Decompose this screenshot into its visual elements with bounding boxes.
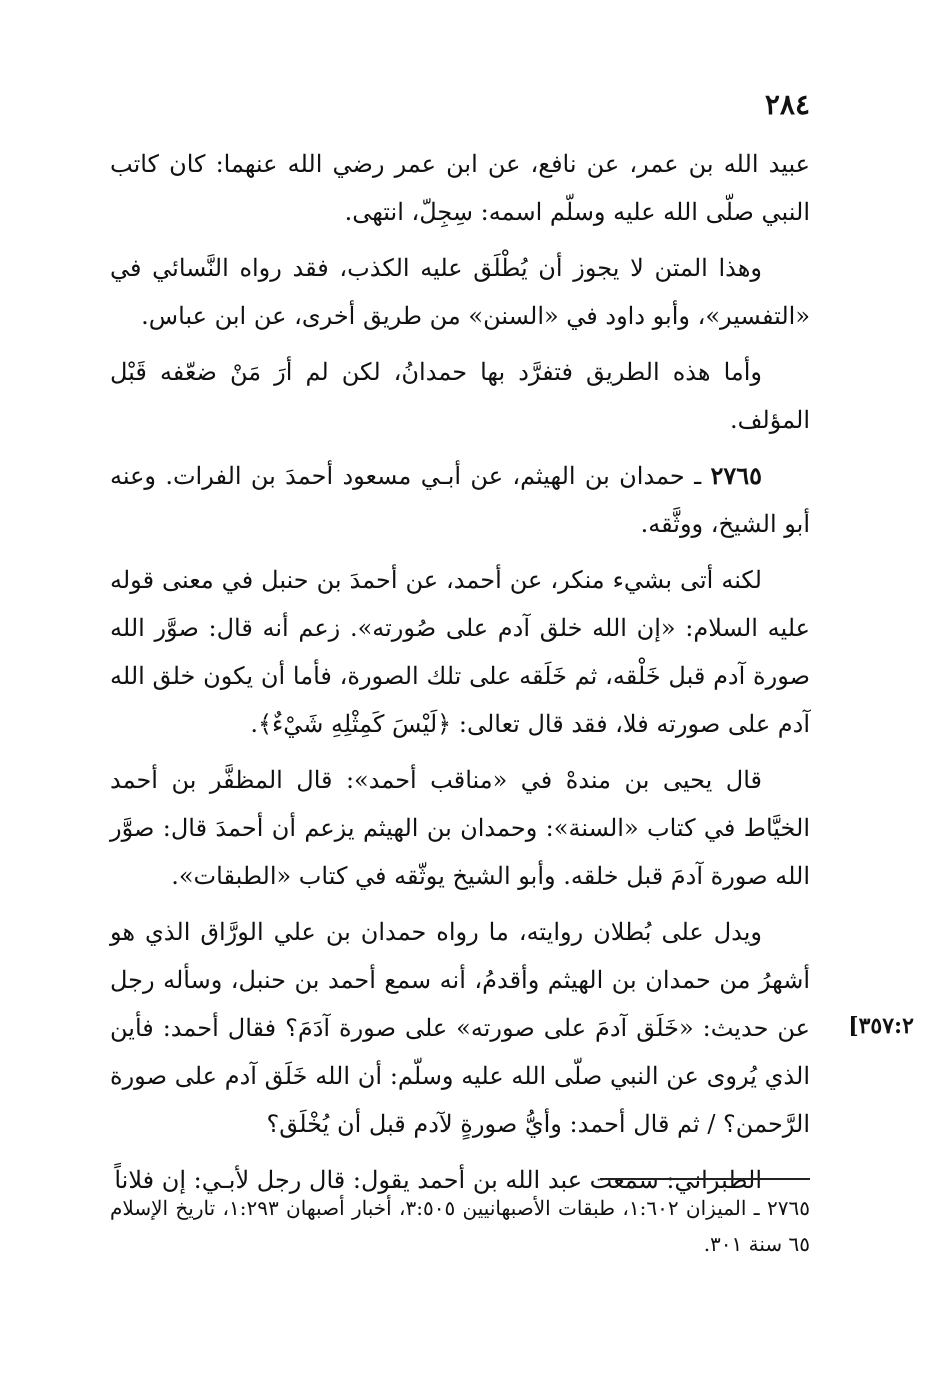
paragraph-3: وأما هذه الطريق فتفرَّد بها حمدانُ، لكن لم أرَ مَنْ ضعّفه قَبْل المؤلف.	[110, 358, 810, 434]
paragraph-7: ويدل على بُطلان روايته، ما رواه حمدان بن علي الورَّاق الذي هو أشهرُ من حمدان بن الهيثم وأقدمُ، أنه سمع أحمد بن حنبل، وسأله رجل عن حديث: «خَلَق آدمَ على صورته» على صورة آدَمَ؟ فقال أحمد: فأين الذي يُروى عن النبي صلّى الله عليه وسلّم: أن الله خَلَق آدم على صورة الرَّحمن؟ / ثم قال أحمد: وأيُّ صورةٍ لآدم قبل أن يُخْلَق؟	[110, 918, 810, 1138]
footnote: ٢٧٦٥ ـ الميزان ١:٦٠٢، طبقات الأصبهانيين ٣:٥٠٥، أخبار أصبهان ١:٢٩٣، تاريخ الإسلام ٦٥ سنة ٣٠١.	[110, 1196, 810, 1256]
entry-text: ـ حمدان بن الهيثم، عن أبـي مسعود أحمدَ بن الفرات. وعنه أبو الشيخ، ووثَّقه.	[110, 462, 810, 538]
main-text	[110, 140, 810, 1212]
footnote-divider	[600, 1178, 810, 1180]
paragraph-8: الطبراني: سمعت عبد الله بن أحمد يقول: قال رجل لأبـي: إن فلاناً	[114, 1166, 762, 1194]
margin-reference: [٣٥٧:٢	[848, 1013, 914, 1039]
paragraph-2: وهذا المتن لا يجوز أن يُطْلَق عليه الكذب، فقد رواه النَّسائي في «التفسير»، وأبو داود في «السنن» من طريق أخرى، عن ابن عباس.	[110, 254, 810, 330]
paragraph-1: عبيد الله بن عمر، عن نافع، عن ابن عمر رضي الله عنهما: كان كاتب النبي صلّى الله عليه وسلّم اسمه: سِجِلّ، انتهى.	[110, 150, 810, 226]
paragraph-5: لكنه أتى بشيء منكر، عن أحمد، عن أحمدَ بن حنبل في معنى قوله عليه السلام: «إن الله خلق آدم على صُورته». زعم أنه قال: صوَّر الله صورة آدم قبل خَلْقه، ثم خَلَقه على تلك الصورة، فأما أن يكون خلق الله آدم على صورته فلا، فقد قال تعالى: ﴿لَيْسَ كَمِثْلِهِ شَيْءٌ﴾.	[110, 566, 810, 738]
entry-number: ٢٧٦٥	[710, 461, 762, 490]
paragraph-6: قال يحيى بن مندهْ في «مناقب أحمد»: قال المظفَّر بن أحمد الخيَّاط في كتاب «السنة»: وحمدان بن الهيثم يزعم أن أحمدَ قال: صوَّر الله صورة آدمَ قبل خلقه. وأبو الشيخ يوثّقه في كتاب «الطبقات».	[110, 766, 810, 890]
entry-2765	[110, 452, 810, 548]
page-number: ٢٨٤	[764, 88, 810, 121]
